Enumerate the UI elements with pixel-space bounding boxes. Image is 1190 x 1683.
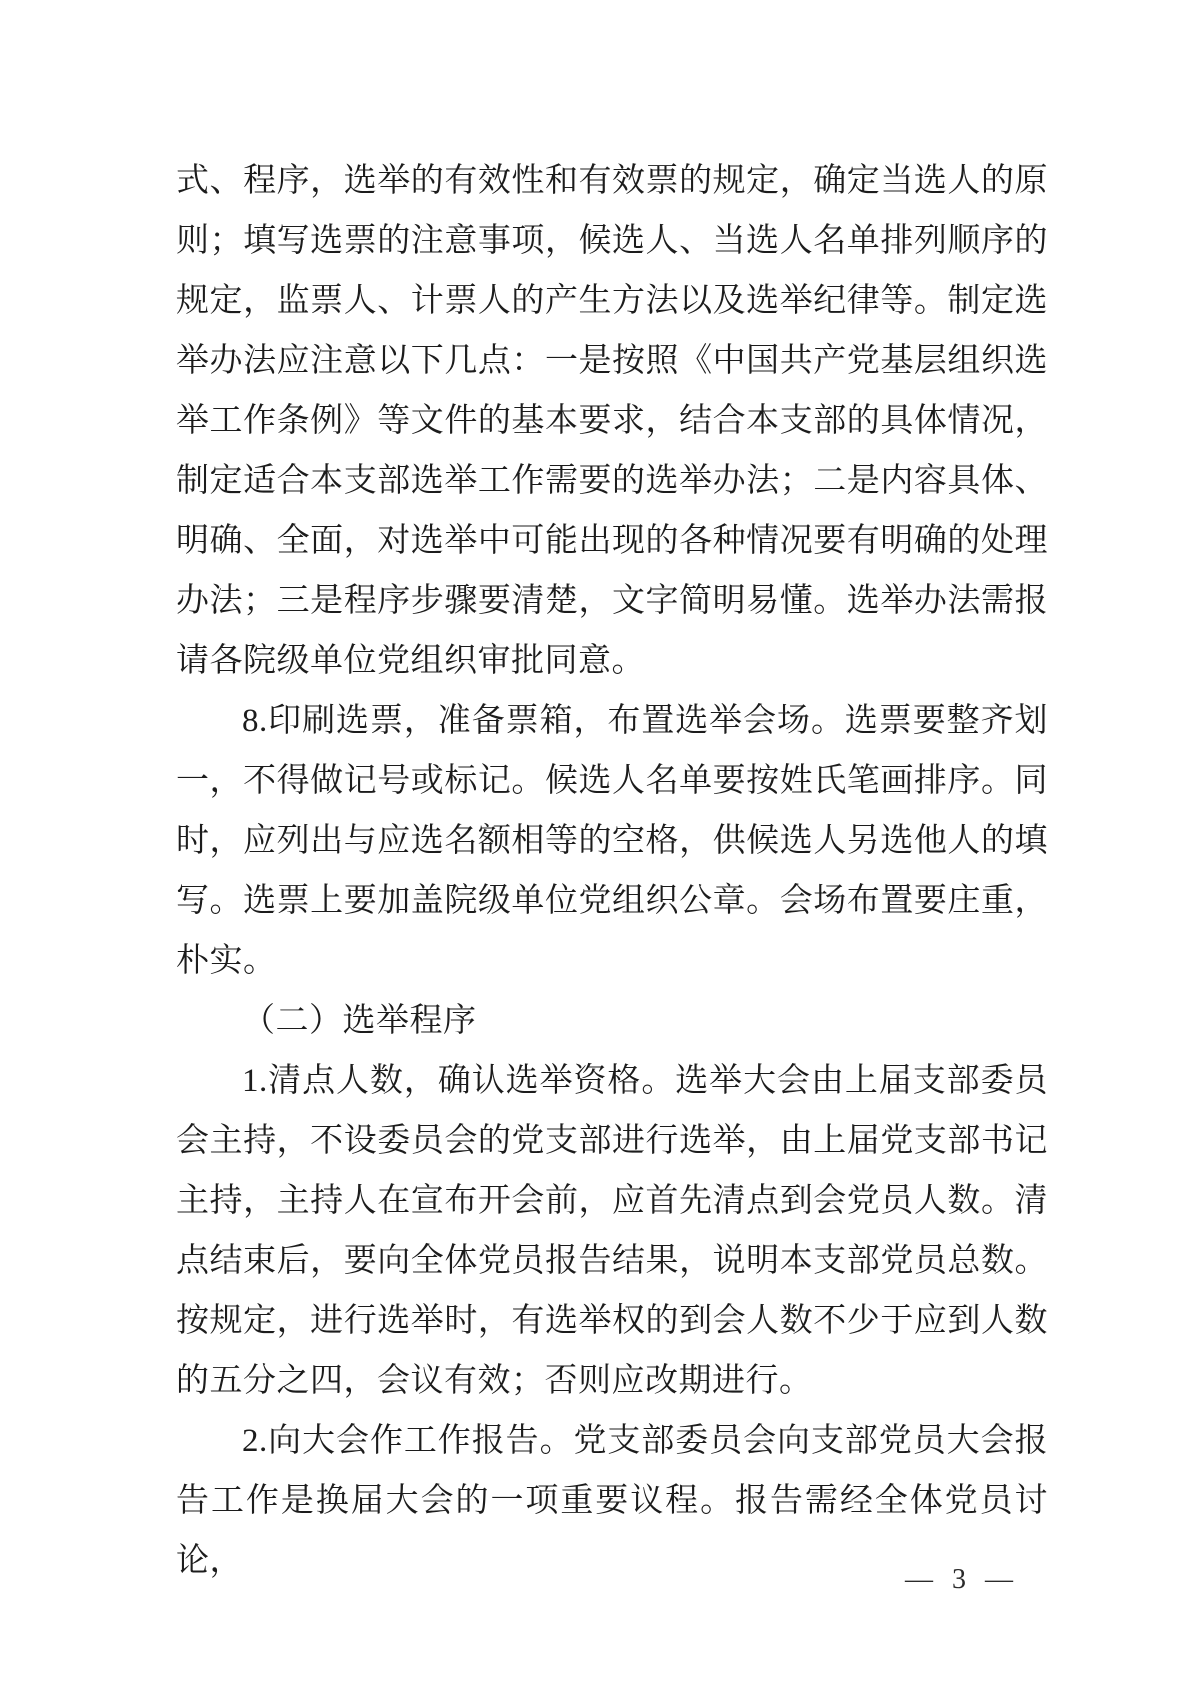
paragraph-continuation: 式、程序，选举的有效性和有效票的规定，确定当选人的原则；填写选票的注意事项，候选人、当选人名单排列顺序的规定，监票人、计票人的产生方法以及选举纪律等。制定选举办法应注意以下几点：一是按照《中国共产党基层组织选举工作条例》等文件的基本要求，结合本支部的具体情况，制定适合本支部选举工作需要的选举办法；二是内容具体、明确、全面，对选举中可能出现的各种情况要有明确的处理办法；三是程序步骤要清楚，文字简明易懂。选举办法需报请各院级单位党组织审批同意。	[176, 163, 1048, 679]
document-body	[176, 151, 1048, 1591]
paragraph-item-2: 2.向大会作工作报告。党支部委员会向支部党员大会报告工作是换届大会的一项重要议程。报告需经全体党员讨论，	[176, 1423, 1048, 1579]
paragraph-item-1: 1.清点人数，确认选举资格。选举大会由上届支部委员会主持，不设委员会的党支部进行选举，由上届党支部书记主持，主持人在宣布开会前，应首先清点到会党员人数。清点结束后，要向全体党员报告结果，说明本支部党员总数。按规定，进行选举时，有选举权的到会人数不少于应到人数的五分之四，会议有效；否则应改期进行。	[176, 1063, 1048, 1399]
section-heading: （二）选举程序	[242, 1003, 477, 1039]
page-number: — 3 —	[905, 1564, 1019, 1595]
paragraph-item-8: 8.印刷选票，准备票箱，布置选举会场。选票要整齐划一，不得做记号或标记。候选人名单要按姓氏笔画排序。同时，应列出与应选名额相等的空格，供候选人另选他人的填写。选票上要加盖院级单位党组织公章。会场布置要庄重，朴实。	[176, 703, 1048, 979]
